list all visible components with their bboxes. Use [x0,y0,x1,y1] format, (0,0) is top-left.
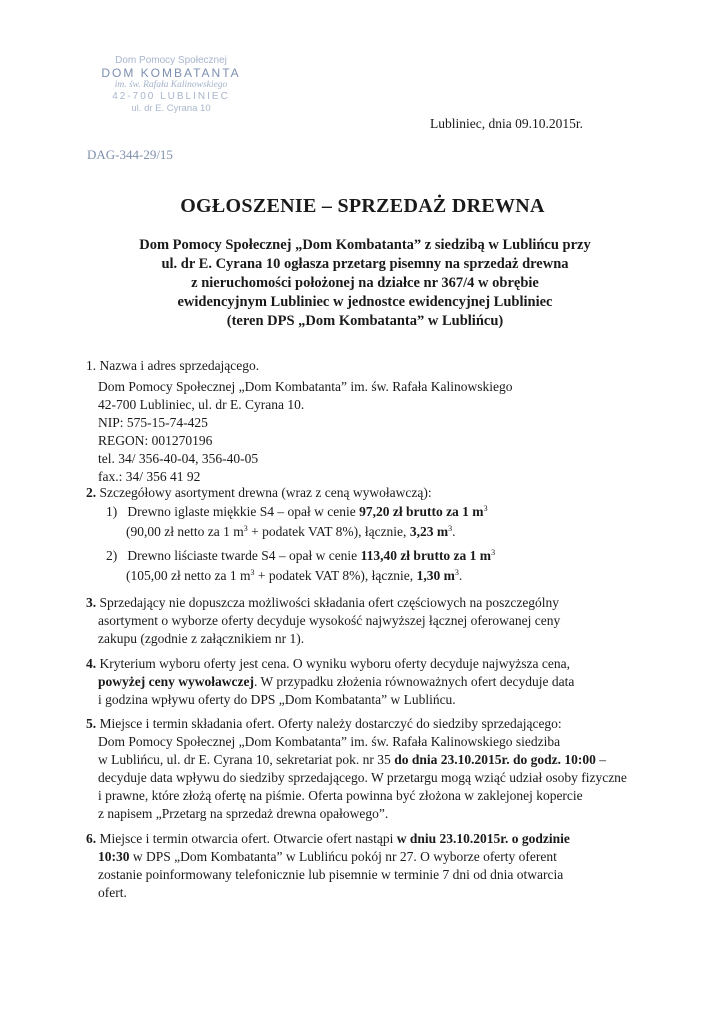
opening-time: 10:30 [98,849,130,864]
item-net-price: (90,00 zł netto za 1 m [126,524,244,539]
item-number: 2) [106,548,118,563]
section-text: Miejsce i termin otwarcia ofert. Otwarcie ofert nastąpi [99,831,397,846]
assortment-item-2 [106,546,495,586]
item-gross-price: 113,40 zł brutto za 1 m [360,548,492,563]
page-title: OGŁOSZENIE – SPRZEDAŻ DREWNA [180,195,545,217]
section-text: zakupu (zgodnie z załącznikiem nr 1). [98,631,305,646]
section-heading: Nazwa i adres sprzedającego. [99,358,260,373]
section-5 [86,715,627,823]
emphasis: powyżej ceny wywoławczej [98,674,254,689]
item-description: Drewno iglaste miękkie S4 – opał w cenie [127,504,360,519]
section-text: w Lublińcu, ul. dr E. Cyrana 10, sekretariat pok. nr 35 [98,752,395,767]
item-number: 1) [106,504,118,519]
section-text: Miejsce i termin składania ofert. Oferty należy dostarczyć do siedziby sprzedającego: [99,716,562,731]
section-number: 1. [86,358,97,373]
section-text: decyduje data wpływu do siedziby sprzedającego. W przetargu mogą wziąć udział osoby fizyczne [98,770,627,785]
stamp-line: DOM KOMBATANTA [101,66,241,80]
subtitle-line: (teren DPS „Dom Kombatanta” w Lublińcu) [226,313,504,329]
item-volume: 1,30 m [416,568,455,583]
section-text: ofert. [98,885,127,900]
section-1 [86,357,513,486]
item-description: Drewno liściaste twarde S4 – opał w cenie [127,548,361,563]
unit-exponent: 3 [448,524,453,533]
section-text: zostanie poinformowany telefonicznie lub pisemnie w terminie 7 dni od dnia otwarcia [98,867,564,882]
section-number: 6. [86,831,97,846]
section-2 [86,484,432,502]
section-text: asortyment o wyborze oferty decyduje wysokość najwyższej łącznej oferowanej ceny [98,613,561,628]
section-number: 4. [86,656,97,671]
institution-stamp [66,55,276,115]
section-text: – [595,752,606,767]
stamp-line: ul. dr E. Cyrana 10 [131,103,211,114]
punctuation: . [458,568,463,583]
section-number: 3. [86,595,97,610]
item-vat: + podatek VAT 8%), łącznie, [254,568,417,583]
unit-exponent: 3 [483,504,488,513]
place-date: Lubliniec, dnia 09.10.2015r. [430,116,583,131]
stamp-line: im. św. Rafała Kalinowskiego [114,80,228,90]
unit-exponent: 3 [243,524,248,533]
section-text: i prawne, które złożą ofertę na piśmie. Oferta powinna być złożona w zaklejonej kopercie [98,788,583,803]
section-number: 2. [86,485,97,500]
subtitle-line: ewidencyjnym Lubliniec w jednostce ewidencyjnej Lubliniec [177,294,553,310]
section-text: Dom Pomocy Społecznej „Dom Kombatanta” im. św. Rafała Kalinowskiego siedziba [98,734,561,749]
unit-exponent: 3 [250,568,255,577]
seller-name: Dom Pomocy Społecznej „Dom Kombatanta” im. św. Rafała Kalinowskiego [98,379,513,394]
section-6 [86,830,570,902]
item-gross-price: 97,20 zł brutto za 1 m [359,504,484,519]
section-4 [86,655,574,709]
item-vat: + podatek VAT 8%), łącznie, [247,524,410,539]
section-text: i godzina wpływu oferty do DPS „Dom Kombatanta” w Lublińcu. [98,692,456,707]
seller-address: 42-700 Lubliniec, ul. dr E. Cyrana 10. [98,397,305,412]
section-number: 5. [86,716,97,731]
opening-date: w dniu 23.10.2015r. o godzinie [396,831,570,846]
assortment-item-1 [106,502,488,542]
seller-regon: REGON: 001270196 [98,433,213,448]
unit-exponent: 3 [491,548,496,557]
subtitle [120,236,610,331]
seller-nip: NIP: 575-15-74-425 [98,415,208,430]
section-text: z napisem „Przetarg na sprzedaż drewna opałowego”. [98,806,389,821]
punctuation: . [452,524,456,539]
section-text: Kryterium wyboru oferty jest cena. O wyniku wyboru oferty decyduje najwyższa cena, [99,656,570,671]
section-text: Sprzedający nie dopuszcza możliwości składania ofert częściowych na poszczególny [99,595,560,610]
seller-phone: tel. 34/ 356-40-04, 356-40-05 [98,451,259,466]
submission-deadline: do dnia 23.10.2015r. do godz. 10:00 [394,752,596,767]
item-volume: 3,23 m [409,524,449,539]
stamp-line: Dom Pomocy Społecznej [115,55,227,66]
stamp-line: 42-700 LUBLINIEC [112,91,230,102]
section-heading: Szczegółowy asortyment drewna (wraz z ceną wywoławczą): [99,485,432,500]
section-3 [86,594,560,648]
reference-number: DAG-344-29/15 [87,147,173,162]
section-text: w DPS „Dom Kombatanta” w Lublińcu pokój nr 27. O wyborze oferty oferent [129,849,557,864]
subtitle-line: ul. dr E. Cyrana 10 ogłasza przetarg pisemny na sprzedaż drewna [161,256,569,272]
subtitle-line: z nieruchomości położonej na działce nr 367/4 w obrębie [191,275,539,291]
seller-fax: fax.: 34/ 356 41 92 [98,469,201,484]
subtitle-line: Dom Pomocy Społecznej „Dom Kombatanta” z siedzibą w Lublińcu przy [139,237,591,253]
section-text: . W przypadku złożenia równoważnych ofert decyduje data [253,674,575,689]
item-net-price: (105,00 zł netto za 1 m [126,568,251,583]
unit-exponent: 3 [454,568,459,577]
